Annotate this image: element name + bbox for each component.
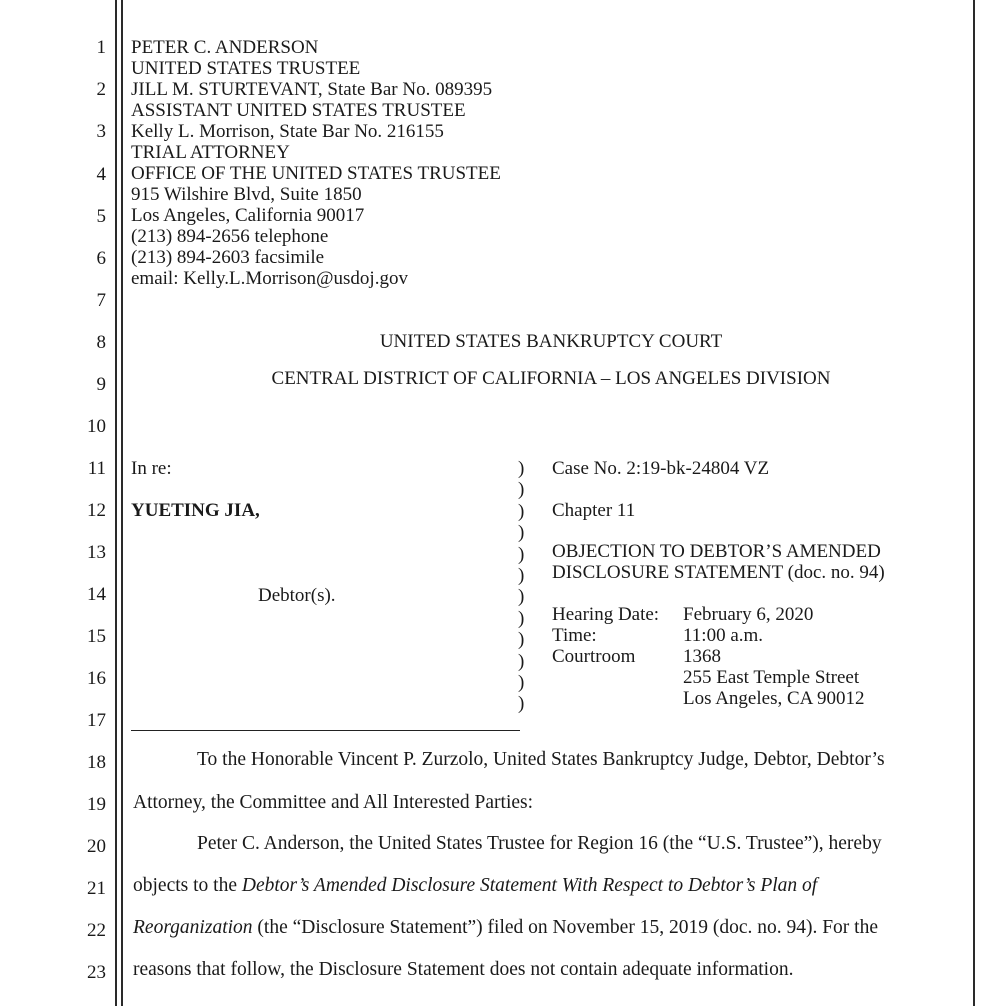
header-line: 915 Wilshire Blvd, Suite 1850 [131,184,362,205]
line-number: 9 [96,374,106,395]
header-line: (213) 894-2603 facsimile [131,247,325,268]
line-number: 23 [87,962,106,983]
caption-underline [131,730,520,731]
chapter: Chapter 11 [552,500,636,521]
line-number: 3 [96,121,106,142]
line-number: 12 [87,500,106,521]
line-number: 21 [87,878,106,899]
header-line: email: Kelly.L.Morrison@usdoj.gov [131,268,408,289]
paragraph-text: (the “Disclosure Statement”) filed on November 15, 2019 (doc. no. 94). For the [252,917,878,938]
header-line: UNITED STATES TRUSTEE [131,58,361,79]
paragraph-text: objects to the [133,875,242,896]
paragraph-line [133,917,878,938]
courthouse-address-line1: 255 East Temple Street [683,667,860,688]
header-line: OFFICE OF THE UNITED STATES TRUSTEE [131,163,501,184]
court-name: UNITED STATES BANKRUPTCY COURT [379,331,723,352]
line-number: 13 [87,542,106,563]
time-label: Time: [552,625,597,646]
paragraph-line [133,875,817,896]
hearing-date-label: Hearing Date: [552,604,660,625]
right-margin-rule [973,0,975,1006]
line-number: 16 [87,668,106,689]
header-line: JILL M. STURTEVANT, State Bar No. 089395 [131,79,493,100]
line-number: 22 [87,920,106,941]
header-line: Kelly L. Morrison, State Bar No. 216155 [131,121,444,142]
time-value: 11:00 a.m. [683,625,764,646]
salutation-line2: Attorney, the Committee and All Interested Parties: [133,792,534,813]
courtroom-value: 1368 [683,646,721,667]
caption-parentheses: ) ) ) ) ) ) ) ) ) ) ) ) [518,458,525,715]
line-number: 5 [96,206,106,227]
document-title-line2: DISCLOSURE STATEMENT (doc. no. 94) [552,562,885,583]
line-number: 14 [87,584,106,605]
paragraph-line: reasons that follow, the Disclosure Statement does not contain adequate information. [133,959,794,980]
courthouse-address-line2: Los Angeles, CA 90012 [683,688,865,709]
line-number: 11 [87,458,106,479]
header-line: TRIAL ATTORNEY [131,142,290,163]
debtor-name: YUETING JIA, [131,500,260,521]
hearing-date-value: February 6, 2020 [683,604,814,625]
line-number: 8 [96,332,106,353]
court-district: CENTRAL DISTRICT OF CALIFORNIA – LOS ANGELES DIVISION [271,368,831,389]
in-re-label: In re: [131,458,172,479]
line-number: 15 [87,626,106,647]
courtroom-label: Courtroom [552,646,636,667]
line-number: 4 [96,164,106,185]
line-number: 10 [87,416,106,437]
line-number: 1 [96,37,106,58]
left-margin-rule-outer [115,0,117,1006]
line-number: 2 [96,79,106,100]
line-number: 19 [87,794,106,815]
line-number: 6 [96,248,106,269]
header-line: Los Angeles, California 90017 [131,205,365,226]
line-number: 18 [87,752,106,773]
document-title-italic: Reorganization [133,917,253,938]
header-line: PETER C. ANDERSON [131,37,319,58]
document-title-italic: Debtor’s Amended Disclosure Statement With Respect to Debtor’s Plan of [241,875,818,896]
line-number: 17 [87,710,106,731]
salutation-line1: To the Honorable Vincent P. Zurzolo, United States Bankruptcy Judge, Debtor, Debtor’s [197,749,885,770]
line-number: 20 [87,836,106,857]
left-margin-rule-inner [121,0,123,1006]
debtor-label: Debtor(s). [258,585,336,606]
line-number: 7 [96,290,106,311]
header-line: (213) 894-2656 telephone [131,226,329,247]
document-title-line1: OBJECTION TO DEBTOR’S AMENDED [552,541,881,562]
header-line: ASSISTANT UNITED STATES TRUSTEE [131,100,466,121]
paragraph-line: Peter C. Anderson, the United States Trustee for Region 16 (the “U.S. Trustee”), hereby [197,833,882,854]
case-number: Case No. 2:19-bk-24804 VZ [552,458,770,479]
